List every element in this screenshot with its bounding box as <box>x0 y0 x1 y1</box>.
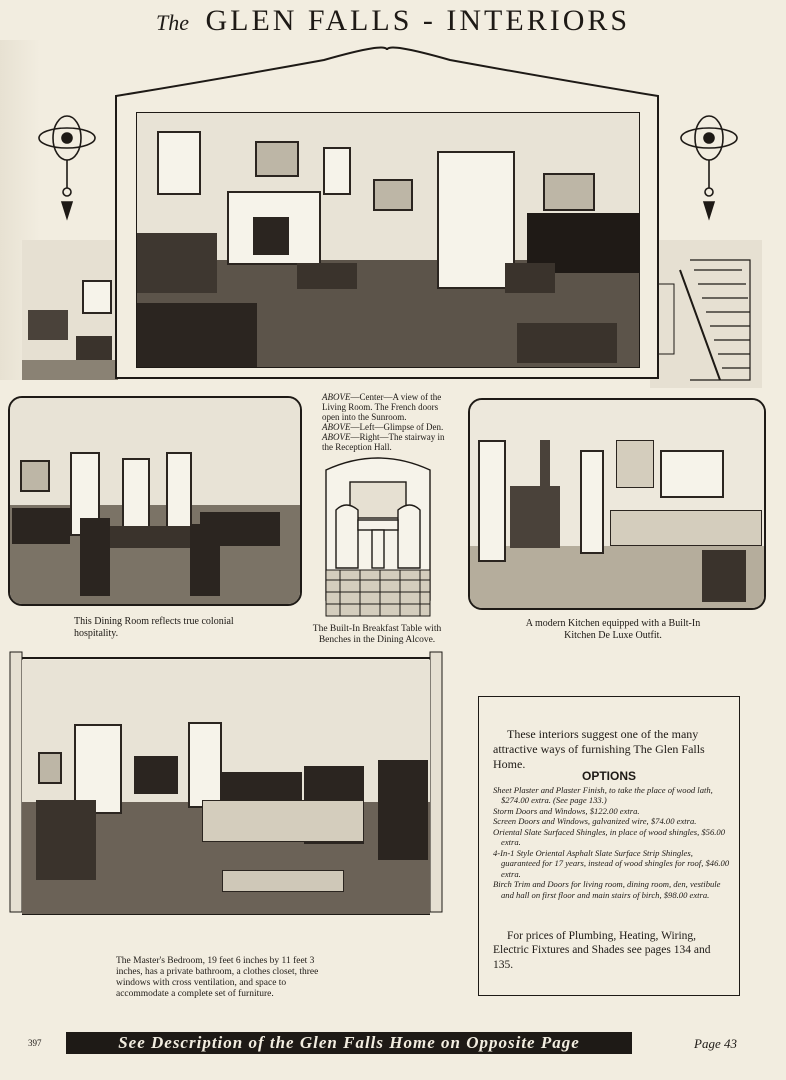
living-room-caption <box>322 392 450 452</box>
den-vignette <box>22 240 118 380</box>
kitchen-image <box>468 398 766 610</box>
dining-room-image <box>8 396 302 606</box>
note-label-2: ABOVE <box>322 422 351 433</box>
title-text: GLEN FALLS - INTERIORS <box>205 4 631 37</box>
stairway-vignette <box>650 240 762 388</box>
options-prices: For prices of Plumbing, Heating, Wiring, Electric Fixtures and Shades see pages 134 and 135. <box>493 930 711 971</box>
note-text-3: —Right—The stairway in the Reception Hall. <box>322 432 445 453</box>
option-item: Sheet Plaster and Plaster Finish, to take the place of wood lath, $274.00 extra. (See page 133.) <box>493 785 713 806</box>
bedroom-image <box>22 660 430 915</box>
left-ornament-icon <box>34 108 100 223</box>
note-label-3: ABOVE <box>322 432 351 443</box>
bedroom-frame <box>6 650 446 914</box>
note-text-1: —Center—A view of the Living Room. The French doors open into the Sunroom. <box>322 392 442 423</box>
page-title <box>0 4 786 38</box>
dining-caption: This Dining Room reflects true colonial hospitality. <box>74 616 234 639</box>
bedroom-caption: The Master's Bedroom, 19 feet 6 inches by 11 feet 3 inches, has a private bathroom, a clothes closet, three windows with cross ventilation, and space to accommodate a complete set of furniture. <box>116 956 319 999</box>
left-page-number: 397 <box>28 1038 42 1048</box>
options-heading: OPTIONS <box>581 769 636 783</box>
option-item: Screen Doors and Windows, galvanized wire, $74.00 extra. <box>493 816 697 827</box>
option-item: Oriental Slate Surfaced Shingles, in place of wood shingles, $56.00 extra. <box>493 826 726 848</box>
living-room-image <box>136 112 640 368</box>
option-item: 4-In-1 Style Oriental Asphalt Slate Surface Strip Shingles, guaranteed for 17 years, instead of wood shingles for roof, $46.00 extra. <box>493 847 730 879</box>
note-label-1: ABOVE <box>322 392 351 402</box>
note-text-2: —Left—Glimpse of Den. <box>350 422 444 433</box>
page-number: Page 43 <box>694 1036 737 1051</box>
options-list <box>493 785 731 900</box>
option-item: Storm Doors and Windows, $122.00 extra. <box>493 805 640 816</box>
breakfast-alcove-image <box>306 450 450 620</box>
footer-banner: See Description of the Glen Falls Home on Opposite Page <box>66 1032 632 1054</box>
option-item: Birch Trim and Doors for living room, dining room, den, vestibule and hall on first floor and main stairs of birch, $98.00 extra. <box>493 879 721 900</box>
title-prefix: The <box>155 10 189 35</box>
right-ornament-icon <box>676 108 742 223</box>
options-intro: These interiors suggest one of the many attractive ways of furnishing The Glen Falls Home. <box>493 727 705 771</box>
kitchen-caption: A modern Kitchen equipped with a Built-In Kitchen De Luxe Outfit. <box>525 618 701 641</box>
options-box <box>478 696 740 996</box>
breakfast-caption: The Built-In Breakfast Table with Benches in the Dining Alcove. <box>312 624 442 645</box>
living-room-frame <box>114 40 660 380</box>
